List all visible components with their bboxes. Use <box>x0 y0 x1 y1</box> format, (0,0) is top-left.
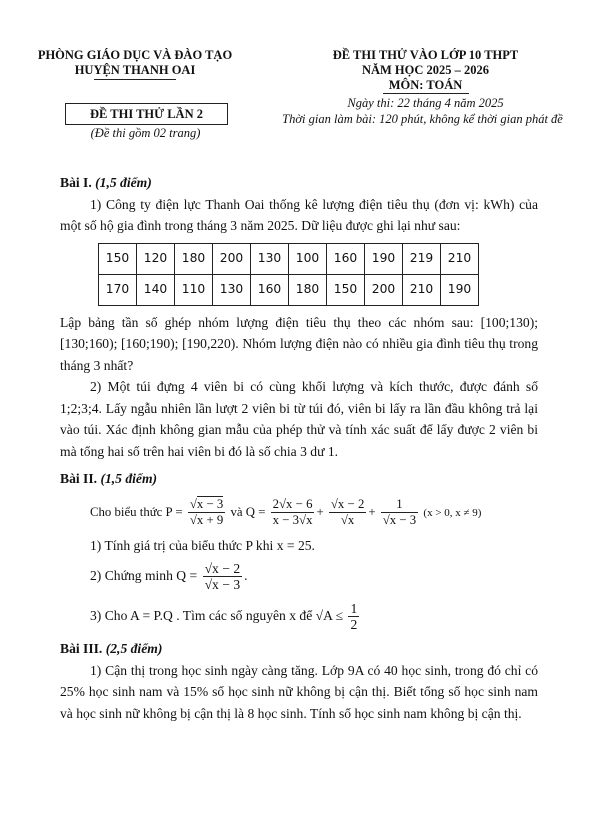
bai1-q2: 2) Một túi đựng 4 viên bi có cùng khối lượng và kích thước, được đánh số 1;2;3;4. Lấy ngẫu nhiên lần lượt 2 viên bi từ túi đó, viên bi lấy ra lần đầu không trả lại vào túi. Xác định không gian mẫu của phép thử và tính xác suất để lấy được 2 viên bi mà tổng hai số trên hai viên bi đó là số chia 3 dư 1. <box>60 379 538 459</box>
fraction-numerator: 1 <box>381 497 418 513</box>
exam-header <box>282 48 563 127</box>
district-name: HUYỆN THANH OAI <box>74 63 196 77</box>
fraction-denominator: x − 3√x <box>272 513 313 528</box>
table-cell: 180 <box>175 243 213 274</box>
exam-content <box>60 172 538 724</box>
section-label: Bài II. <box>60 471 98 486</box>
fraction-numerator: 1 <box>350 601 358 617</box>
table-cell: 110 <box>175 274 213 305</box>
fraction-denominator: √x − 3 <box>382 513 417 528</box>
exam-title: ĐỀ THI THỬ VÀO LỚP 10 THPT <box>332 48 519 62</box>
section-title-3 <box>60 638 538 660</box>
formula-intro: Cho biểu thức <box>90 504 163 519</box>
table-cell: 140 <box>137 274 175 305</box>
table-cell: 150 <box>99 243 137 274</box>
section-title-1 <box>60 172 538 194</box>
department-header <box>20 48 250 80</box>
table-cell: 100 <box>289 243 327 274</box>
fraction-numerator: 2√x − 6 <box>272 497 313 512</box>
q-lhs: Q = <box>245 504 266 519</box>
q3-text: 3) Cho A = P.Q . Tìm các số nguyên x để √A ≤ <box>90 608 344 623</box>
bai2-q1: 1) Tính giá trị của biểu thức P khi x = 25. <box>90 537 315 553</box>
q2-lhs: Q = <box>176 568 198 583</box>
bai2-q3 <box>60 596 538 636</box>
section-title-2 <box>60 468 538 490</box>
table-cell: 190 <box>441 274 479 305</box>
fraction-denominator: √x + 9 <box>189 513 224 528</box>
expression-p-q: Cho biểu thức P = $\frac{√x - 3}{√x + 9}$ và Q = $\frac{2√x - 6}{x - 3√x}$ + $\frac{√x - 2}{√x}$ + $\frac{1}{√x - 3}$ (x > 0, x ≠ 9) <box>90 497 482 528</box>
table-cell: 219 <box>403 243 441 274</box>
section-label: Bài III. <box>60 641 103 656</box>
table-cell: 160 <box>327 243 365 274</box>
table-cell: 180 <box>289 274 327 305</box>
pages-note: (Đề thi gồm 02 trang) <box>90 126 201 140</box>
table-cell: 200 <box>213 243 251 274</box>
p-lhs: P = <box>165 504 183 519</box>
table-row <box>99 274 479 305</box>
fraction-half <box>348 601 359 632</box>
domain-condition: (x > 0, x ≠ 9) <box>423 506 482 519</box>
section-points: (1,5 điểm) <box>95 175 152 190</box>
table-cell: 120 <box>137 243 175 274</box>
table-cell: 160 <box>251 274 289 305</box>
fraction-q2-proof <box>203 561 243 592</box>
table-cell: 210 <box>441 243 479 274</box>
bai1-q1-intro: 1) Công ty điện lực Thanh Oai thống kê lượng điện tiêu thụ (đơn vị: kWh) của một số hộ gia đình trong tháng 3 năm 2025. Dữ liệu được ghi lại như sau: <box>60 196 538 233</box>
school-year: NĂM HỌC 2025 – 2026 <box>361 63 490 77</box>
and-word: và <box>230 504 243 519</box>
table-cell: 210 <box>403 274 441 305</box>
section-points: (2,5 điểm) <box>105 641 163 656</box>
table-row <box>99 243 479 274</box>
table-cell: 130 <box>213 274 251 305</box>
fraction-q3 <box>381 497 418 528</box>
fraction-q1 <box>271 497 315 528</box>
bai3-q1: 1) Cận thị trong học sinh ngày càng tăng. Lớp 9A có 40 học sinh, trong đó chỉ có 25% học sinh nam và 15% số học sinh nữ không bị cận thị. Biết tổng số học sinh nam và học sinh nữ không bị cận thị là 8 học sinh. Tính số học sinh nam không bị cận thị. <box>60 662 538 721</box>
bai2-q2: 2) Chứng minh Q = $\frac{√x - 2}{√x - 3}$ . <box>90 561 248 593</box>
table-cell: 130 <box>251 243 289 274</box>
table-cell: 150 <box>327 274 365 305</box>
fraction-denominator: √x − 3 <box>204 577 241 593</box>
fraction-numerator: √x − 3 <box>189 497 224 512</box>
department-name: PHÒNG GIÁO DỤC VÀ ĐÀO TẠO <box>37 48 233 62</box>
fraction-numerator: √x − 2 <box>330 497 365 512</box>
section-points: (1,5 điểm) <box>100 471 158 486</box>
fraction-q2 <box>329 497 366 528</box>
table-cell: 190 <box>365 243 403 274</box>
exam-duration: Thời gian làm bài: 120 phút, không kể thời gian phát đề <box>282 112 563 126</box>
fraction-p <box>188 497 225 528</box>
q2-text: 2) Chứng minh <box>90 568 173 583</box>
sqrt-term: x + 9 <box>196 513 224 528</box>
header-underline <box>94 79 176 80</box>
subject: MÔN: TOÁN <box>388 78 463 92</box>
trial-exam-box: ĐỀ THI THỬ LẦN 2 <box>65 103 228 125</box>
exam-date: Ngày thi: 22 tháng 4 năm 2025 <box>347 96 504 110</box>
consumption-table <box>98 243 479 306</box>
bai1-q1-task: Lập bảng tần số ghép nhóm lượng điện tiêu thụ theo các nhóm sau: [100;130); [130;160); [160;190); [190,220). Nhóm lượng điện nào có nhiều gia đình tiêu thụ trong tháng 3 nhất? <box>60 314 538 373</box>
section-label: Bài I. <box>60 175 92 190</box>
fraction-numerator: √x − 2 <box>204 561 241 577</box>
sqrt-term: x − 3 <box>196 497 224 512</box>
table-cell: 170 <box>99 274 137 305</box>
fraction-denominator: 2 <box>350 617 358 633</box>
table-cell: 200 <box>365 274 403 305</box>
subject-underline <box>383 93 469 94</box>
fraction-denominator: √x <box>340 513 355 528</box>
